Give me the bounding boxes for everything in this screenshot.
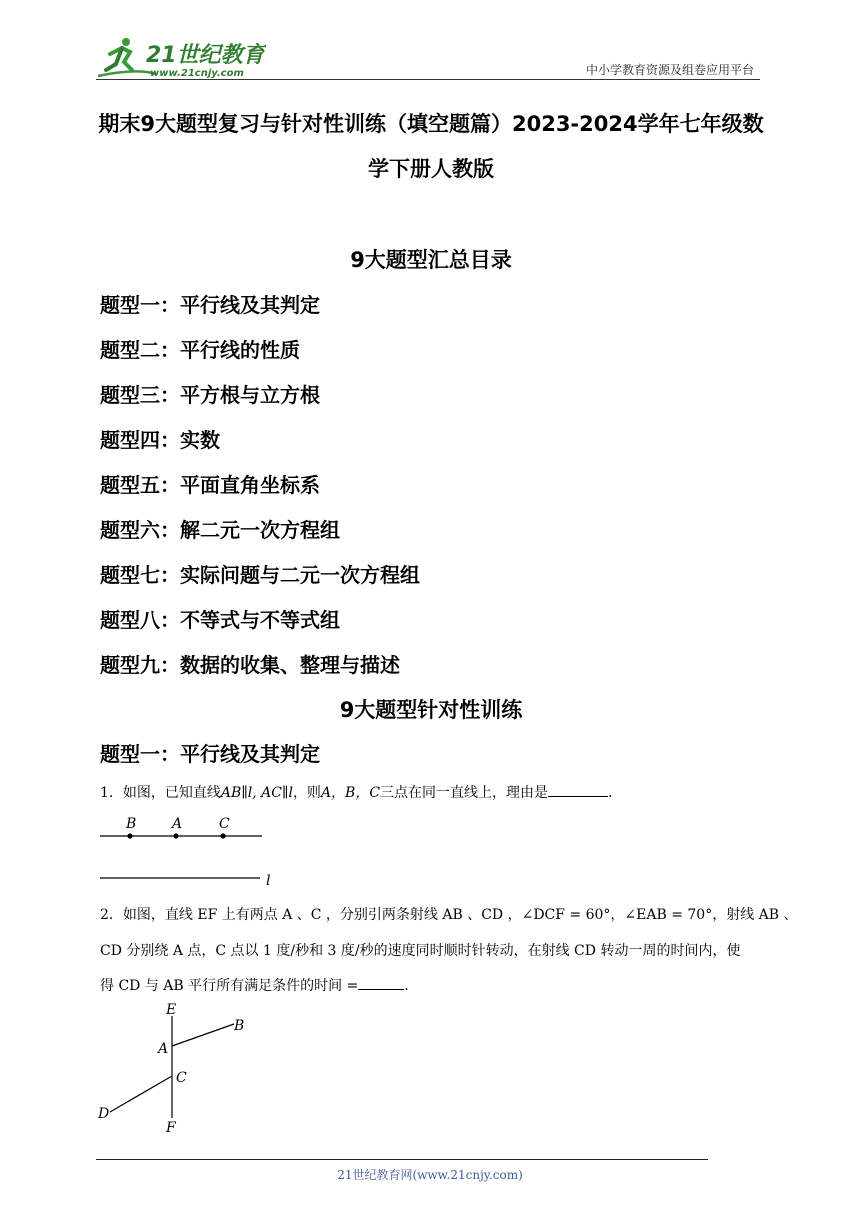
q2-line3-text: 得 CD 与 AB 平行所有满足条件的时间 = xyxy=(100,978,359,994)
question-2-line2: CD 分别绕 A 点，C 点以 1 度/秒和 3 度/秒的速度同时顺时针转动，在射线 CD 转动一周的时间内，使 xyxy=(100,943,741,959)
footer-divider xyxy=(96,1159,708,1160)
toc-item: 题型九：数据的收集、整理与描述 xyxy=(100,653,400,677)
toc-item: 题型六：解二元一次方程组 xyxy=(100,518,340,542)
label-e: E xyxy=(166,1002,177,1018)
question-2-line1: 2．如图，直线 EF 上有两点 A 、C ，分别引两条射线 AB 、CD ，∠DCF = 60°，∠EAB = 70°，射线 AB 、 xyxy=(100,907,798,923)
label-a: A xyxy=(172,816,183,832)
toc-item: 题型八：不等式与不等式组 xyxy=(100,608,340,632)
q1-math: AB∥l, AC∥l xyxy=(220,785,293,801)
label-c: C xyxy=(176,1070,187,1086)
label-c: C xyxy=(219,816,230,832)
q1-suffix: 三点在同一直线上，理由是 xyxy=(380,785,549,801)
footer-link[interactable]: 21世纪教育网(www.21cnjy.com) xyxy=(337,1168,523,1182)
q1-prefix: 1．如图，已知直线 xyxy=(100,785,221,801)
toc-item: 题型一：平行线及其判定 xyxy=(100,293,320,317)
q1-mid: ，则 xyxy=(292,785,321,801)
logo-subtext: www.21cnjy.com xyxy=(150,68,244,79)
logo-text: 21世纪教育 xyxy=(146,43,265,68)
label-b: B xyxy=(126,816,137,832)
toc-item: 题型四：实数 xyxy=(100,428,220,452)
label-f: F xyxy=(166,1120,176,1136)
q2-figure xyxy=(96,998,266,1138)
toc-item: 题型五：平面直角坐标系 xyxy=(100,473,320,497)
logo xyxy=(96,34,266,80)
q2-end: ． xyxy=(404,978,419,994)
question-1 xyxy=(100,782,622,802)
document-title-line2: 学下册人教版 xyxy=(368,157,494,181)
section-title: 题型一：平行线及其判定 xyxy=(100,742,320,766)
header-divider xyxy=(96,79,760,80)
q2-answer-blank[interactable] xyxy=(358,975,404,990)
label-b: B xyxy=(234,1018,245,1034)
ray-ab xyxy=(172,1024,234,1046)
toc-item: 题型七：实际问题与二元一次方程组 xyxy=(100,563,420,587)
point-c xyxy=(220,833,225,838)
q1-end: ． xyxy=(608,785,623,801)
toc-item: 题型三：平方根与立方根 xyxy=(100,383,320,407)
ray-cd xyxy=(110,1076,172,1112)
toc-heading: 9大题型汇总目录 xyxy=(350,248,512,272)
label-l: l xyxy=(266,873,271,889)
point-b xyxy=(127,833,132,838)
training-heading: 9大题型针对性训练 xyxy=(339,698,523,722)
q1-figure xyxy=(96,812,286,892)
label-a: A xyxy=(158,1041,169,1057)
toc-item: 题型二：平行线的性质 xyxy=(100,338,300,362)
label-d: D xyxy=(98,1106,110,1122)
point-a xyxy=(173,833,178,838)
q1-answer-blank[interactable] xyxy=(548,782,608,797)
q1-points: A，B，C xyxy=(320,785,381,801)
document-title-line1: 期末9大题型复习与针对性训练（填空题篇）2023-2024学年七年级数 xyxy=(98,112,764,136)
question-2-line3 xyxy=(100,975,418,995)
header-platform-text: 中小学教育资源及组卷应用平台 xyxy=(585,63,754,77)
